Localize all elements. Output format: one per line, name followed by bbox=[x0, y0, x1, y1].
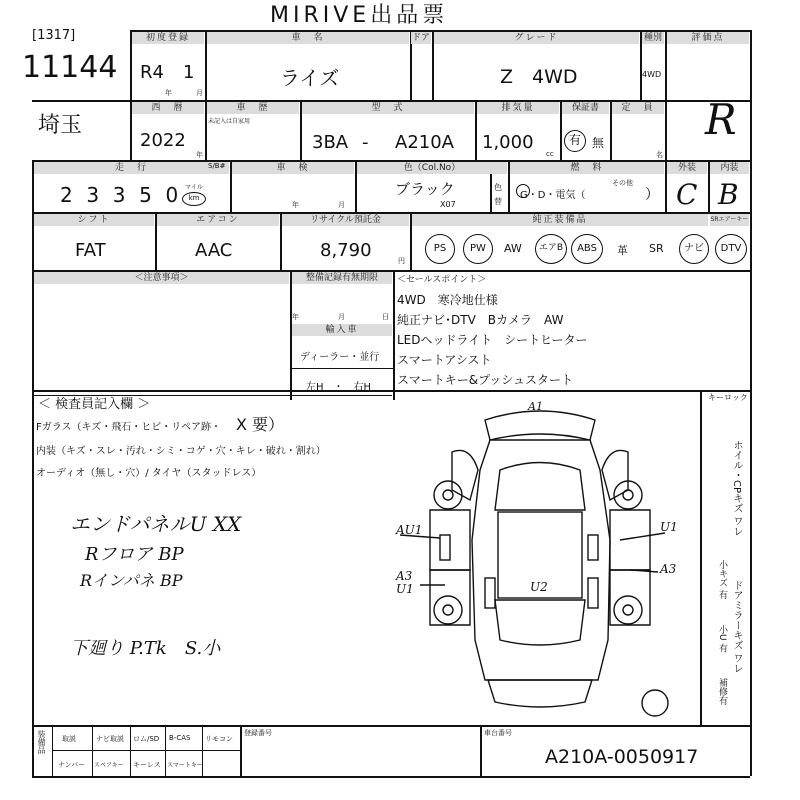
warranty-yes: 有 bbox=[564, 130, 586, 152]
model-dash: - bbox=[362, 132, 369, 153]
hdr-first-reg: 初度登録 bbox=[132, 32, 204, 44]
fuel-options: G・D・電気（ bbox=[520, 190, 586, 201]
color-name: ブラック bbox=[395, 180, 455, 198]
mileage-unit-km: km bbox=[182, 192, 206, 206]
hdr-capacity: 定 員 bbox=[612, 102, 664, 114]
mileage-unit-mile: マイル bbox=[185, 184, 203, 191]
mileage-digit: 2 bbox=[60, 183, 73, 207]
region: 埼玉 bbox=[38, 113, 83, 138]
car-front-bumper bbox=[485, 411, 595, 440]
hdr-cat: 種別 bbox=[643, 33, 662, 43]
year-unit: 年 bbox=[165, 89, 172, 97]
first-reg-month: 1 bbox=[183, 62, 195, 83]
hdr-car-name: 車 名 bbox=[207, 32, 409, 44]
maint-month: 月 bbox=[338, 313, 345, 321]
hdr-shift: シフト bbox=[34, 214, 154, 226]
bottom-side-label: 装備品 bbox=[37, 730, 46, 754]
bottom-label: スマートキー bbox=[167, 762, 203, 769]
bottom-label: ロム/SD bbox=[133, 735, 160, 743]
car-wheel-front-left-inner bbox=[443, 490, 453, 500]
car-spare-wheel bbox=[642, 690, 668, 716]
mark-u2: U2 bbox=[530, 580, 548, 594]
bottom-label: リモコン bbox=[205, 735, 233, 743]
first-reg-era: R4 bbox=[140, 62, 164, 83]
equipment-airbag: エアB bbox=[535, 234, 567, 264]
recycle-unit: 円 bbox=[398, 257, 405, 265]
bottom-label: B-CAS bbox=[169, 734, 191, 742]
hdr-recycle: リサイクル預託金 bbox=[282, 214, 409, 226]
sales-point: LEDヘッドライト シートヒーター bbox=[397, 333, 588, 347]
mark-leader bbox=[620, 533, 665, 540]
hdr-maint: 整備記録有無期限 bbox=[292, 272, 392, 284]
car-wheel-front-right-inner bbox=[623, 490, 633, 500]
sales-point: 4WD 寒冷地仕様 bbox=[397, 293, 498, 307]
hdr-fuel: 燃 料 bbox=[510, 162, 664, 174]
handwritten-note: エンドパネルU XX bbox=[70, 512, 242, 536]
model-code: A210A bbox=[395, 132, 454, 153]
handwritten-note: 下廻り P.Tk S.小 bbox=[70, 638, 221, 659]
maint-day: 日 bbox=[382, 313, 389, 321]
handle-side: 左H ・ 右H bbox=[306, 382, 372, 393]
model-prefix: 3BA bbox=[312, 132, 349, 153]
side-text: ドアミラーキズ ワレ bbox=[731, 580, 742, 674]
car-wheel-front-left bbox=[434, 481, 462, 509]
side-text: ホイル・CPキズ ワレ bbox=[731, 440, 742, 537]
western-unit: 年 bbox=[196, 151, 203, 159]
frame-number: A210A-0050917 bbox=[545, 746, 699, 768]
inspector-line-fglass: Fガラス（キズ・飛石・ヒビ・リペア跡・ bbox=[36, 422, 222, 433]
lot-small: [1317] bbox=[32, 28, 76, 43]
car-left-rear-window bbox=[485, 578, 495, 608]
hdr-equip2: SRエアーキー bbox=[710, 214, 749, 226]
mark-u1: U1 bbox=[660, 520, 678, 534]
hdr-displacement: 排気量 bbox=[477, 102, 559, 114]
handwritten-note: Rフロア BP bbox=[85, 544, 184, 565]
car-windshield bbox=[495, 463, 585, 511]
hdr-door: ドア bbox=[412, 33, 430, 43]
car-right-rear-window bbox=[588, 578, 598, 608]
warranty-no: 無 bbox=[592, 136, 605, 150]
color-label: 色 bbox=[494, 183, 502, 192]
x-mark: X 要） bbox=[236, 415, 285, 434]
month-unit: 月 bbox=[196, 89, 203, 97]
mark-au1: AU1 bbox=[396, 523, 423, 537]
sales-point: スマートアシスト bbox=[397, 353, 492, 367]
category: 4WD bbox=[642, 70, 662, 79]
equipment-sr: SR bbox=[649, 242, 664, 255]
dealer-parallel: ディーラー・並行 bbox=[300, 352, 380, 363]
hdr-warranty: 保証書 bbox=[562, 102, 609, 114]
car-name: ライズ bbox=[280, 66, 340, 90]
bottom-label: 取説 bbox=[62, 735, 76, 743]
car-wheel-rear-left bbox=[434, 596, 462, 624]
hdr-western: 西 暦 bbox=[132, 102, 204, 114]
mileage-s-mark: S/B# bbox=[208, 162, 226, 170]
maint-year: 年 bbox=[292, 313, 299, 321]
inspector-heading: ＜ 検査員記入欄 ＞ bbox=[38, 397, 151, 412]
hdr-grade: グレード bbox=[434, 32, 639, 44]
sales-point: スマートキー&プッシュスタート bbox=[397, 373, 574, 387]
hdr-keylock: キーロック bbox=[708, 393, 748, 402]
mark-a3: A3 bbox=[660, 562, 677, 576]
bottom-label: ナンバー bbox=[58, 761, 86, 769]
car-left-front-window bbox=[440, 535, 450, 560]
hdr-equipment: 純正装備品 bbox=[412, 214, 708, 226]
bottom-label: ナビ取説 bbox=[96, 735, 124, 743]
car-right-front-door bbox=[610, 510, 650, 570]
hdr-history-sub: 未記入は自家用 bbox=[208, 118, 251, 125]
equipment-ps: PS bbox=[425, 234, 455, 264]
hdr-frame-no: 車台番号 bbox=[484, 729, 512, 737]
equipment-aw: AW bbox=[504, 242, 522, 255]
mileage-digit: 0 bbox=[165, 183, 179, 207]
side-text: 小U 有 bbox=[717, 625, 727, 653]
equipment-dtv: DTV bbox=[715, 234, 747, 264]
mileage-digit: 5 bbox=[139, 183, 152, 207]
hdr-exterior: 外装 bbox=[667, 162, 707, 174]
inspection-year: 年 bbox=[292, 201, 299, 209]
mileage-digit: 3 bbox=[112, 183, 126, 207]
color-change-label: 替 bbox=[494, 197, 502, 206]
car-right-front-window bbox=[588, 535, 598, 560]
page-title: MIRIVE出品票 bbox=[270, 3, 449, 28]
color-code: X07 bbox=[440, 200, 456, 209]
side-text: 補修有 bbox=[717, 678, 727, 705]
handwritten-note: Rインパネ BP bbox=[80, 571, 183, 590]
western-year: 2022 bbox=[140, 130, 186, 151]
inspector-line-interior: 内装（キズ・スレ・汚れ・シミ・コゲ・穴・キレ・破れ・割れ） bbox=[36, 446, 326, 457]
sales-point: 純正ナビ･DTV Bカメラ AW bbox=[397, 313, 564, 327]
hdr-reg-no: 登録番号 bbox=[244, 729, 272, 737]
car-wheel-rear-right-inner bbox=[623, 605, 633, 615]
car-rear-window bbox=[495, 600, 585, 645]
side-text: 小キズ 有 bbox=[717, 560, 727, 599]
car-rear-bumper bbox=[488, 680, 592, 707]
displacement-unit: cc bbox=[546, 150, 554, 158]
capacity-unit: 名 bbox=[656, 151, 663, 159]
inspection-month: 月 bbox=[338, 201, 345, 209]
hdr-chassis: 車 検 bbox=[232, 162, 354, 174]
equipment-abs: ABS bbox=[571, 234, 603, 264]
exterior-grade: C bbox=[676, 178, 698, 211]
bottom-label: キーレス bbox=[133, 761, 161, 769]
hdr-interior: 内装 bbox=[710, 162, 749, 174]
grade: Z 4WD bbox=[500, 66, 578, 88]
aircon-value: AAC bbox=[195, 240, 233, 261]
equipment-leather: 革 bbox=[617, 244, 628, 257]
hdr-entry: 輸入車 bbox=[292, 324, 392, 336]
mark-leader bbox=[630, 570, 658, 572]
fuel-close: ） bbox=[645, 187, 659, 203]
car-wheel-rear-right bbox=[614, 596, 642, 624]
hdr-color: 色（Col.No） bbox=[357, 162, 507, 174]
displacement: 1,000 bbox=[482, 132, 534, 153]
hdr-aircon: エアコン bbox=[157, 214, 279, 226]
equipment-navi: ナビ bbox=[679, 234, 709, 264]
mark-a1: A1 bbox=[528, 400, 543, 413]
bottom-label: スペアキー bbox=[94, 762, 124, 769]
side-legend bbox=[708, 440, 748, 725]
fuel-other: その他 bbox=[612, 179, 633, 187]
lot-number: 11144 bbox=[22, 50, 118, 85]
car-left-mirror bbox=[452, 450, 478, 500]
hdr-model: 型 式 bbox=[302, 102, 474, 114]
hdr-sales: ＜セールスポイント＞ bbox=[397, 275, 487, 285]
interior-grade: B bbox=[718, 178, 739, 211]
equipment-pw: PW bbox=[463, 234, 493, 264]
car-wheel-rear-left-inner bbox=[443, 605, 453, 615]
mark-a3-u1: A3 U1 bbox=[396, 569, 414, 596]
hdr-notes: ＜注意事項＞ bbox=[34, 272, 289, 284]
score: R bbox=[705, 95, 737, 144]
hdr-mileage: 走 行 bbox=[34, 162, 229, 174]
inspector-line-audio: オーディオ（無し・穴）/ タイヤ（スタッドレス） bbox=[36, 468, 262, 479]
recycle-value: 8,790 bbox=[320, 240, 372, 261]
hdr-score: 評価点 bbox=[667, 32, 749, 44]
hdr-history: 車 歴 bbox=[207, 102, 299, 114]
shift-value: FAT bbox=[75, 240, 106, 261]
mileage-digit: 3 bbox=[86, 183, 100, 207]
